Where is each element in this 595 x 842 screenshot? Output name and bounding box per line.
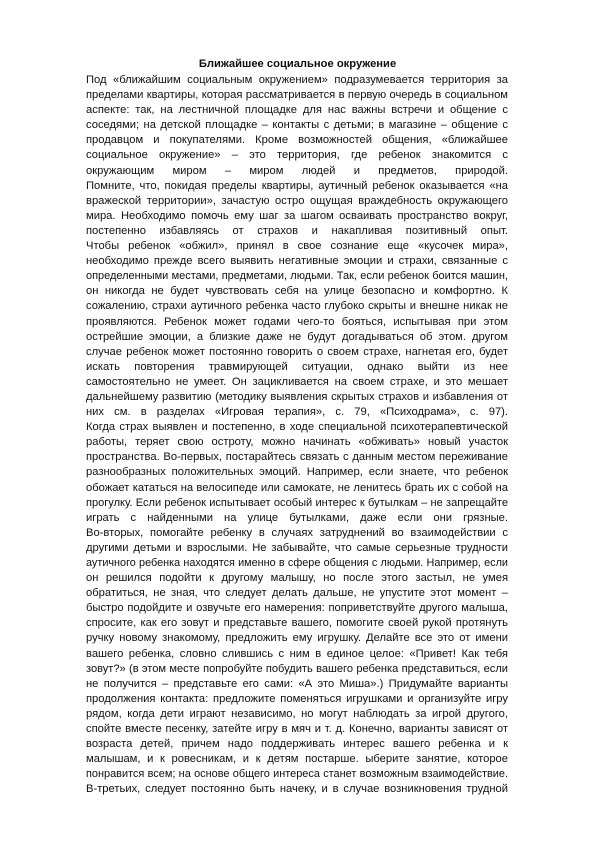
text-line: дальнейшему развитию (методику выявления скрытых страхов и избавления от: [86, 390, 508, 403]
text-line: постепенно избавляясь от страхов и накапливая позитивный опыт.: [86, 224, 508, 237]
text-line: аутичного ребенка находятся именно в сфере общения с людьми. Например, если: [86, 557, 508, 569]
text-line: разнообразных положительных эмоций. Например, если знаете, что ребенок: [86, 466, 508, 479]
text-line: пределами квартиры, которая рассматривается в первую очередь в социальном: [86, 89, 508, 102]
text-line: малышам, и к ровесникам, и к детям постарше. ыберите занятие, которое: [86, 753, 508, 766]
text-line: Помните, что, покидая пределы квартиры, аутичный ребенок оказывается «на: [86, 179, 508, 192]
text-line: определенными местами, предметами, людьми. Так, если ребенок боится машин,: [86, 270, 508, 283]
text-line: самостоятельно не умеет. Он зацикливается на своем страхе, и это мешает: [86, 375, 508, 388]
text-line: них см. в разделах «Игровая терапия», с. 79, «Психодрама», с. 97).: [86, 406, 508, 419]
text-line: мира. Необходимо помочь ему шаг за шагом осваивать пространство вокруг,: [86, 209, 508, 222]
text-line: Во-вторых, помогайте ребенку в случаях затруднений во взаимодействии с: [86, 526, 508, 539]
text-line: не получится – представьте его сами: «А это Миша».) Придумайте варианты: [86, 677, 508, 690]
text-line: Под «ближайшим социальным окружением» подразумевается территория за: [86, 74, 508, 86]
text-line: спросите, как его зовут и представьте вашего, помогите своей рукой протянуть: [86, 617, 508, 630]
text-line: играть с найденными на улице бутылками, даже если они грязные.: [86, 511, 508, 524]
text-line: Когда страх выявлен и постепенно, в ходе специальной психотерапевтической: [86, 421, 508, 434]
text-line: проявляются. Ребенок может годами чего-то бояться, испытывая при этом: [86, 315, 508, 328]
text-line: аспекте: так, на лестничной площадке для нас важны встречи и общение с: [86, 104, 508, 117]
text-line: вражеской территории», зачастую остро ощущая враждебность окружающего: [86, 194, 508, 207]
text-line: соседями; на детской площадке – контакты с детьми; в магазине – общение с: [86, 119, 508, 132]
text-line: ручку новому знакомому, предложить ему игрушку. Делайте все это от имени: [86, 632, 508, 645]
text-line: вашего ребенка, словно слившись с ним в единое целое: «Привет! Как тебя: [86, 647, 508, 660]
text-line: понравится всем; на основе общего интереса станет возможным взаимодействие.: [86, 768, 508, 781]
text-line: другими детьми и взрослыми. Не забывайте, что самые серьезные трудности: [86, 541, 508, 554]
text-line: прогулку. Если ребенок испытывает особый интерес к бутылкам – не запрещайте: [86, 496, 508, 509]
text-line: быстро подойдите и озвучьте его намерения: поприветствуйте другого малыша,: [86, 602, 508, 615]
text-line: рядом, когда дети играют независимо, но могут наблюдать за игрой другого,: [86, 707, 508, 720]
text-line: Чтобы ребенок «обжил», принял в свое сознание еще «кусочек мира»,: [86, 240, 508, 253]
text-line: обожает кататься на велосипеде или самокате, не ленитесь брать их с собой на: [86, 481, 508, 494]
text-line: он никогда не будет чувствовать себя на улице безопасно и комфортно. К: [86, 285, 508, 298]
text-line: продавцом и покупателями. Кроме возможностей общения, «ближайшее: [86, 134, 508, 147]
text-line: продолжения контакта: предложите поменяться игрушками и организуйте игру: [86, 692, 508, 705]
text-line: возраста детей, причем надо поддерживать интерес вашего ребенка и к: [86, 738, 508, 751]
document-title: Ближайшее социальное окружение: [198, 58, 397, 70]
text-line: обратиться, не зная, что следует делать дальше, не упустите этот момент –: [86, 587, 508, 600]
text-line: необходимо прежде всего выявить негативные эмоции и страхи, связанные с: [86, 255, 508, 268]
text-line: окружающим миром – миром людей и предметов, природой.: [86, 164, 508, 177]
text-line: зовут?» (в этом месте попробуйте побудить вашего ребенка представиться, если: [86, 662, 508, 675]
text-line: В-третьих, следует постоянно быть начеку, и в случае возникновения трудной: [86, 783, 508, 796]
text-line: социальное окружение» – это территория, где ребенок знакомится с: [86, 149, 508, 162]
text-line: острейшие эмоции, а близкие даже не будут догадываться об этом. другом: [86, 330, 508, 343]
text-line: он решился подойти к другому малышу, но после этого застыл, не умея: [86, 572, 508, 585]
text-line: случае ребенок может постоянно говорить о своем страхе, нагнетая его, будет: [86, 345, 508, 358]
text-line: искать повторения травмирующей ситуации, однако выйти из нее: [86, 360, 508, 373]
text-line: пространства. Во-первых, постарайтесь связать с данным местом переживание: [86, 451, 508, 464]
document-body: [86, 73, 508, 798]
text-line: работы, теряет свою остроту, можно начинать «обживать» новый участок: [86, 436, 508, 449]
text-line: спойте вместе песенку, затейте игру в мяч и т. д. Конечно, варианты зависят от: [86, 723, 508, 736]
text-line: сожалению, страхи аутичного ребенка часто глубоко скрыты и внешне никак не: [86, 300, 508, 313]
